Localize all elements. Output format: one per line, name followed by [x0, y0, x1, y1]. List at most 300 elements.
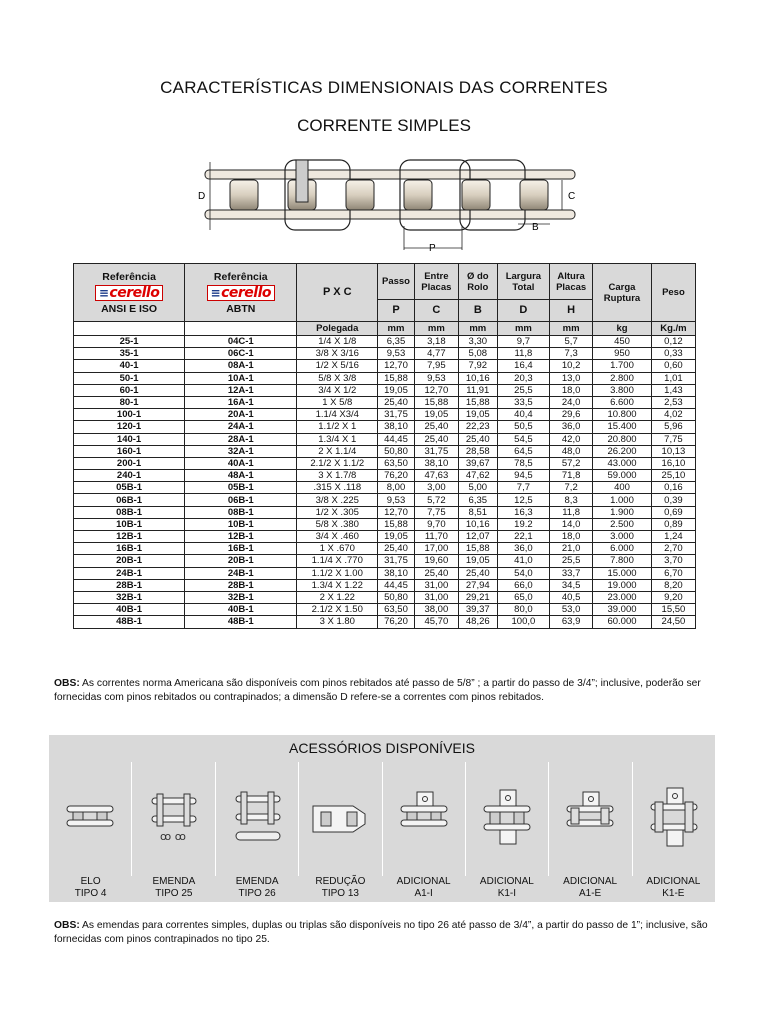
- table-cell: 25,40: [378, 396, 415, 408]
- table-cell: 27,94: [458, 579, 497, 591]
- page-subtitle: CORRENTE SIMPLES: [297, 116, 471, 135]
- table-cell: 24,50: [651, 616, 695, 628]
- table-cell: 2.800: [593, 372, 652, 384]
- table-cell: 9,53: [378, 348, 415, 360]
- table-cell: 7,75: [414, 506, 458, 518]
- table-row: [74, 591, 696, 603]
- table-cell: 2 X 1.1/4: [297, 445, 378, 457]
- table-cell: 11,91: [458, 384, 497, 396]
- table-cell: 5,72: [414, 494, 458, 506]
- obs-label: OBS:: [54, 920, 80, 931]
- table-cell: 32B-1: [185, 591, 297, 603]
- table-cell: 5/8 X 3/8: [297, 372, 378, 384]
- table-cell: 31,75: [414, 445, 458, 457]
- table-cell: 19,05: [378, 384, 415, 396]
- table-cell: 0,89: [651, 518, 695, 530]
- table-cell: 12B-1: [74, 531, 185, 543]
- table-cell: 0,16: [651, 482, 695, 494]
- table-cell: 15.400: [593, 421, 652, 433]
- table-cell: 10,16: [458, 372, 497, 384]
- table-cell: 15,88: [378, 372, 415, 384]
- header-pxc: P X C: [297, 264, 378, 322]
- header-passo: Passo: [378, 264, 415, 300]
- table-cell: 140-1: [74, 433, 185, 445]
- table-cell: 41,0: [497, 555, 549, 567]
- table-cell: 32A-1: [185, 445, 297, 457]
- table-cell: 0,33: [651, 348, 695, 360]
- table-cell: 2.500: [593, 518, 652, 530]
- table-cell: 25,10: [651, 470, 695, 482]
- table-row: [74, 336, 696, 348]
- cerello-logo: ≡cerello: [207, 285, 275, 301]
- table-cell: 16B-1: [185, 543, 297, 555]
- table-cell: 14,0: [550, 518, 593, 530]
- table-cell: 12A-1: [185, 384, 297, 396]
- table-cell: 7,3: [550, 348, 593, 360]
- header-ref-ansi: [74, 264, 185, 322]
- table-cell: 20.800: [593, 433, 652, 445]
- obs-note-1: [54, 677, 724, 705]
- header-ref-abtn: [185, 264, 297, 322]
- table-cell: 20B-1: [185, 555, 297, 567]
- table-cell: 20B-1: [74, 555, 185, 567]
- table-cell: 1.1/4 X .770: [297, 555, 378, 567]
- accessory-elo-tipo-4-image: [49, 762, 132, 876]
- table-cell: 5,08: [458, 348, 497, 360]
- table-cell: 6,35: [458, 494, 497, 506]
- table-row: [74, 567, 696, 579]
- obs-note-2: [54, 919, 724, 947]
- table-cell: 04C-1: [185, 336, 297, 348]
- table-cell: 1 X .670: [297, 543, 378, 555]
- table-cell: 45,70: [414, 616, 458, 628]
- table-cell: 25,40: [458, 433, 497, 445]
- table-cell: 15,88: [458, 543, 497, 555]
- table-cell: 28A-1: [185, 433, 297, 445]
- accessory-emenda-tipo-26-image: [216, 762, 299, 876]
- table-cell: 8,00: [378, 482, 415, 494]
- dim-label-c: C: [568, 191, 576, 202]
- accessory-reducao-tipo-13-image: [299, 762, 382, 876]
- table-cell: 16B-1: [74, 543, 185, 555]
- header-largura: Largura Total: [497, 264, 549, 300]
- table-cell: 53,0: [550, 604, 593, 616]
- table-cell: 76,20: [378, 470, 415, 482]
- table-cell: 40,5: [550, 591, 593, 603]
- table-cell: 50,80: [378, 445, 415, 457]
- table-cell: 2,70: [651, 543, 695, 555]
- table-cell: 06C-1: [185, 348, 297, 360]
- table-cell: 18,0: [550, 384, 593, 396]
- table-cell: 31,75: [378, 555, 415, 567]
- table-cell: 31,00: [414, 591, 458, 603]
- table-cell: 25,40: [414, 567, 458, 579]
- accessories-labels: [49, 876, 715, 900]
- obs-label: OBS:: [54, 678, 80, 689]
- header-sym-d: D: [497, 300, 549, 322]
- table-cell: 400: [593, 482, 652, 494]
- table-cell: 21,0: [550, 543, 593, 555]
- table-cell: 4,02: [651, 409, 695, 421]
- table-cell: 3/4 X .460: [297, 531, 378, 543]
- table-cell: 36,0: [550, 421, 593, 433]
- table-cell: 32B-1: [74, 591, 185, 603]
- table-cell: 16,10: [651, 457, 695, 469]
- accessory-adicional-a1-e-image: [549, 762, 632, 876]
- table-cell: 05B-1: [74, 482, 185, 494]
- obs-text: As emendas para correntes simples, duplas ou triplas são disponíveis no tipo 26 até passo de 3/4”, a partir do passo de 1”; inclusive, são fornecidas com pinos contrapinados no tipo 25.: [54, 920, 708, 945]
- table-cell: 50-1: [74, 372, 185, 384]
- table-row: [74, 372, 696, 384]
- table-cell: 3,00: [414, 482, 458, 494]
- table-cell: 40-1: [74, 360, 185, 372]
- dim-label-p: P: [429, 243, 436, 254]
- table-cell: 6,35: [378, 336, 415, 348]
- table-cell: 10B-1: [185, 518, 297, 530]
- table-cell: 1.000: [593, 494, 652, 506]
- table-cell: 29,6: [550, 409, 593, 421]
- table-cell: 3,18: [414, 336, 458, 348]
- table-cell: 1/4 X 1/8: [297, 336, 378, 348]
- accessory-label: ADICIONAL A1-E: [563, 876, 618, 899]
- table-cell: 7,75: [651, 433, 695, 445]
- accessory-label: ELO TIPO 4: [74, 876, 107, 899]
- table-row: [74, 604, 696, 616]
- table-cell: 5,96: [651, 421, 695, 433]
- accessory-label: EMENDA TIPO 25: [152, 876, 196, 899]
- table-cell: 54,5: [497, 433, 549, 445]
- table-cell: 12,5: [497, 494, 549, 506]
- unit-cell: mm: [378, 322, 415, 336]
- table-row: [74, 396, 696, 408]
- table-cell: 12,70: [378, 506, 415, 518]
- table-cell: 25,5: [497, 384, 549, 396]
- table-cell: 0,39: [651, 494, 695, 506]
- table-row: [74, 457, 696, 469]
- table-cell: 10.800: [593, 409, 652, 421]
- table-cell: 12,07: [458, 531, 497, 543]
- table-cell: 36,0: [497, 543, 549, 555]
- table-cell: 10,2: [550, 360, 593, 372]
- table-cell: 39,67: [458, 457, 497, 469]
- table-cell: 06B-1: [74, 494, 185, 506]
- unit-cell: mm: [550, 322, 593, 336]
- table-cell: 6.000: [593, 543, 652, 555]
- table-cell: 1,43: [651, 384, 695, 396]
- table-cell: 16,4: [497, 360, 549, 372]
- table-cell: 33,5: [497, 396, 549, 408]
- table-cell: 63,9: [550, 616, 593, 628]
- table-cell: 9,20: [651, 591, 695, 603]
- table-cell: 47,62: [458, 470, 497, 482]
- table-cell: 23.000: [593, 591, 652, 603]
- table-cell: 3/8 X 3/16: [297, 348, 378, 360]
- table-cell: 19,05: [458, 409, 497, 421]
- table-cell: 44,45: [378, 579, 415, 591]
- table-row: [74, 616, 696, 628]
- table-cell: 38,00: [414, 604, 458, 616]
- table-cell: 1,24: [651, 531, 695, 543]
- table-cell: 22,23: [458, 421, 497, 433]
- table-cell: 7,7: [497, 482, 549, 494]
- table-cell: 33,7: [550, 567, 593, 579]
- table-cell: 10B-1: [74, 518, 185, 530]
- table-cell: 1.3/4 X 1.22: [297, 579, 378, 591]
- header-rolo: Ø do Rolo: [458, 264, 497, 300]
- table-cell: 50,80: [378, 591, 415, 603]
- table-cell: 25,40: [414, 433, 458, 445]
- accessory-adicional-k1-e-image: [633, 762, 715, 876]
- table-cell: 28,58: [458, 445, 497, 457]
- header-peso: Peso: [651, 264, 695, 322]
- table-cell: 25,40: [458, 567, 497, 579]
- cerello-logo: ≡cerello: [95, 285, 163, 301]
- table-cell: 19,05: [378, 531, 415, 543]
- table-cell: 3 X 1.80: [297, 616, 378, 628]
- table-cell: 9,53: [378, 494, 415, 506]
- table-cell: 28B-1: [185, 579, 297, 591]
- table-cell: 1 X 5/8: [297, 396, 378, 408]
- table-cell: 78,5: [497, 457, 549, 469]
- table-row: [74, 579, 696, 591]
- table-cell: 7,2: [550, 482, 593, 494]
- table-cell: 8,3: [550, 494, 593, 506]
- table-cell: 15,88: [414, 396, 458, 408]
- table-cell: 1/2 X .305: [297, 506, 378, 518]
- table-row: [74, 348, 696, 360]
- table-cell: 3.000: [593, 531, 652, 543]
- table-cell: 160-1: [74, 445, 185, 457]
- accessories-panel: [49, 735, 715, 902]
- dim-label-b: B: [532, 222, 539, 233]
- table-cell: .315 X .118: [297, 482, 378, 494]
- table-cell: 11,70: [414, 531, 458, 543]
- table-row: [74, 555, 696, 567]
- svg-text:ꝏ ꝏ: ꝏ ꝏ: [160, 830, 187, 843]
- table-cell: 28B-1: [74, 579, 185, 591]
- table-cell: 63,50: [378, 457, 415, 469]
- accessory-label: ADICIONAL K1-I: [479, 876, 534, 899]
- table-cell: 64,5: [497, 445, 549, 457]
- table-cell: 19,60: [414, 555, 458, 567]
- unit-cell: mm: [414, 322, 458, 336]
- table-row: [74, 506, 696, 518]
- table-cell: 34,5: [550, 579, 593, 591]
- table-cell: 39.000: [593, 604, 652, 616]
- table-cell: 40B-1: [74, 604, 185, 616]
- table-cell: 0,69: [651, 506, 695, 518]
- table-cell: 8,51: [458, 506, 497, 518]
- header-ref-abtn-label: Referência: [213, 270, 268, 283]
- table-cell: 40B-1: [185, 604, 297, 616]
- table-cell: 19,05: [414, 409, 458, 421]
- accessories-title: ACESSÓRIOS DISPONÍVEIS: [289, 740, 475, 756]
- table-cell: 38,10: [378, 421, 415, 433]
- table-cell: 80,0: [497, 604, 549, 616]
- table-cell: 1,01: [651, 372, 695, 384]
- unit-cell: mm: [497, 322, 549, 336]
- accessory-adicional-a1-i-image: [383, 762, 466, 876]
- table-cell: 8,20: [651, 579, 695, 591]
- table-cell: 7,92: [458, 360, 497, 372]
- obs-text: As correntes norma Americana são disponíveis com pinos rebitados até passo de 5/8” ; a partir do passo de 3/4”; inclusive, poderão ser fornecidas com pinos rebitados ou contrapinados; a dimensão D refere-se a correntes com pinos rebitados.: [54, 678, 701, 703]
- table-cell: 24A-1: [185, 421, 297, 433]
- table-cell: 17,00: [414, 543, 458, 555]
- table-cell: 29,21: [458, 591, 497, 603]
- unit-cell: Polegada: [297, 322, 378, 336]
- unit-cell: kg: [593, 322, 652, 336]
- table-cell: 10,16: [458, 518, 497, 530]
- table-cell: 9,53: [414, 372, 458, 384]
- table-cell: 15.000: [593, 567, 652, 579]
- table-cell: 0,12: [651, 336, 695, 348]
- table-cell: 5,00: [458, 482, 497, 494]
- table-cell: 19.2: [497, 518, 549, 530]
- table-cell: 2.1/2 X 1.1/2: [297, 457, 378, 469]
- table-cell: 25,5: [550, 555, 593, 567]
- table-cell: 48B-1: [185, 616, 297, 628]
- table-cell: 25,40: [414, 421, 458, 433]
- table-cell: 22,1: [497, 531, 549, 543]
- table-row: [74, 470, 696, 482]
- table-cell: 31,75: [378, 409, 415, 421]
- table-cell: 19.000: [593, 579, 652, 591]
- table-cell: 54,0: [497, 567, 549, 579]
- table-row: [74, 409, 696, 421]
- accessory-label: REDUÇÃO TIPO 13: [315, 876, 366, 899]
- table-cell: 6,70: [651, 567, 695, 579]
- table-cell: 24B-1: [185, 567, 297, 579]
- table-cell: 94,5: [497, 470, 549, 482]
- table-cell: 12,70: [378, 360, 415, 372]
- table-cell: 450: [593, 336, 652, 348]
- table-cell: 48,0: [550, 445, 593, 457]
- table-cell: 16A-1: [185, 396, 297, 408]
- table-cell: 0,60: [651, 360, 695, 372]
- header-sym-h: H: [550, 300, 593, 322]
- table-row: [74, 433, 696, 445]
- table-cell: 66,0: [497, 579, 549, 591]
- table-cell: 35-1: [74, 348, 185, 360]
- table-cell: 63,50: [378, 604, 415, 616]
- table-cell: 10A-1: [185, 372, 297, 384]
- table-cell: 08B-1: [74, 506, 185, 518]
- table-cell: 19,05: [458, 555, 497, 567]
- table-cell: 10,13: [651, 445, 695, 457]
- table-cell: 44,45: [378, 433, 415, 445]
- accessory-label: ADICIONAL A1-I: [396, 876, 451, 899]
- table-cell: 38,10: [378, 567, 415, 579]
- table-cell: 11,8: [550, 506, 593, 518]
- unit-cell: Kg./m: [651, 322, 695, 336]
- table-cell: 2.1/2 X 1.50: [297, 604, 378, 616]
- table-cell: 7.800: [593, 555, 652, 567]
- table-row: [74, 421, 696, 433]
- table-cell: 9,7: [497, 336, 549, 348]
- table-cell: 31,00: [414, 579, 458, 591]
- accessory-emenda-tipo-25-image: [132, 762, 215, 876]
- table-cell: 24,0: [550, 396, 593, 408]
- table-cell: 3.800: [593, 384, 652, 396]
- header-sym-c: C: [414, 300, 458, 322]
- table-row: [74, 518, 696, 530]
- spec-table: [73, 263, 696, 629]
- table-cell: 13,0: [550, 372, 593, 384]
- table-cell: 08A-1: [185, 360, 297, 372]
- header-ref-ansi-label: Referência: [102, 270, 156, 283]
- table-cell: 2 X 1.22: [297, 591, 378, 603]
- dim-label-d: D: [198, 191, 206, 202]
- table-cell: 48,26: [458, 616, 497, 628]
- table-cell: 20,3: [497, 372, 549, 384]
- accessory-adicional-k1-i-image: [466, 762, 549, 876]
- table-cell: 39,37: [458, 604, 497, 616]
- table-cell: 76,20: [378, 616, 415, 628]
- table-cell: 20A-1: [185, 409, 297, 421]
- table-cell: 3/4 X 1/2: [297, 384, 378, 396]
- table-cell: 59.000: [593, 470, 652, 482]
- accessories-images: [49, 762, 715, 876]
- table-cell: 200-1: [74, 457, 185, 469]
- table-cell: 25,40: [378, 543, 415, 555]
- table-cell: 5/8 X .380: [297, 518, 378, 530]
- table-cell: 24B-1: [74, 567, 185, 579]
- table-cell: 60.000: [593, 616, 652, 628]
- table-cell: 26.200: [593, 445, 652, 457]
- accessory-label: ADICIONAL K1-E: [646, 876, 701, 899]
- unit-cell: mm: [458, 322, 497, 336]
- table-cell: 05B-1: [185, 482, 297, 494]
- table-cell: 42,0: [550, 433, 593, 445]
- table-cell: 18,0: [550, 531, 593, 543]
- table-cell: 06B-1: [185, 494, 297, 506]
- table-cell: 1.3/4 X 1: [297, 433, 378, 445]
- table-cell: 57,2: [550, 457, 593, 469]
- table-cell: 40,4: [497, 409, 549, 421]
- chain-diagram: [190, 152, 590, 262]
- table-row: [74, 482, 696, 494]
- table-cell: 40A-1: [185, 457, 297, 469]
- table-cell: 48A-1: [185, 470, 297, 482]
- table-row: [74, 360, 696, 372]
- table-cell: 120-1: [74, 421, 185, 433]
- table-cell: 1.1/2 X 1: [297, 421, 378, 433]
- table-cell: 15,88: [458, 396, 497, 408]
- table-cell: 15,50: [651, 604, 695, 616]
- header-entre-placas: Entre Placas: [414, 264, 458, 300]
- table-cell: 48B-1: [74, 616, 185, 628]
- table-cell: 11,8: [497, 348, 549, 360]
- table-cell: 1.700: [593, 360, 652, 372]
- table-cell: 08B-1: [185, 506, 297, 518]
- table-cell: 38,10: [414, 457, 458, 469]
- table-cell: 1.1/4 X3/4: [297, 409, 378, 421]
- table-cell: 9,70: [414, 518, 458, 530]
- spec-table-body: [74, 336, 696, 629]
- table-cell: 43.000: [593, 457, 652, 469]
- table-row: [74, 445, 696, 457]
- table-cell: 65,0: [497, 591, 549, 603]
- table-cell: 100-1: [74, 409, 185, 421]
- header-altura: Altura Placas: [550, 264, 593, 300]
- table-cell: 12,70: [414, 384, 458, 396]
- header-ref-ansi-sub: ANSI E ISO: [101, 302, 158, 315]
- table-cell: 2,53: [651, 396, 695, 408]
- table-cell: 1.900: [593, 506, 652, 518]
- units-row: [74, 322, 696, 336]
- table-row: [74, 543, 696, 555]
- table-cell: 240-1: [74, 470, 185, 482]
